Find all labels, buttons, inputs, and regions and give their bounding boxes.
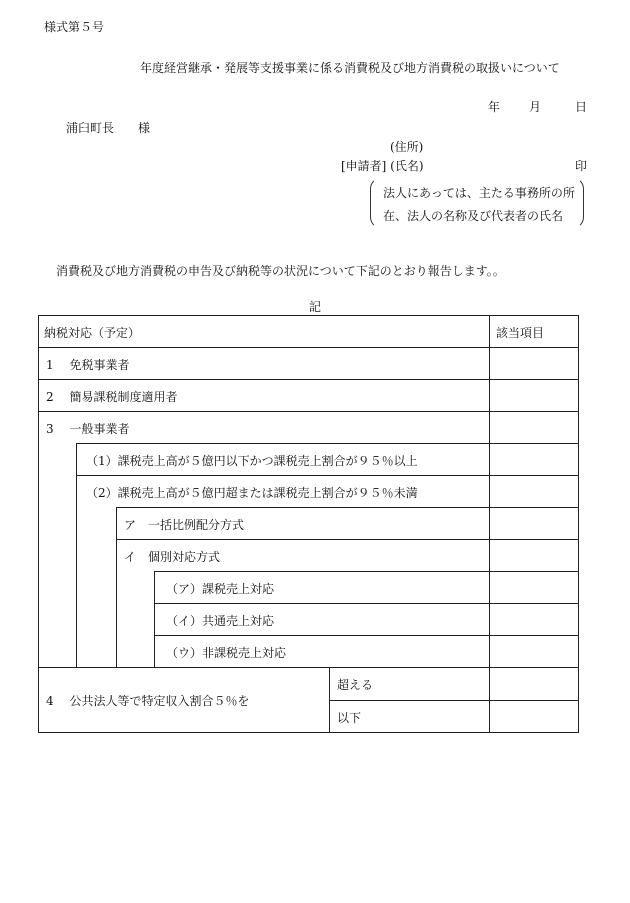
check-cell-row3-2-b-3[interactable] [490, 636, 578, 667]
col-header-response: 納税対応（予定） [44, 326, 141, 340]
row-simplified-taxation: 2 簡易課税制度適用者 [46, 390, 178, 404]
table-border-top [38, 315, 579, 316]
row-general-business: 3 一般事業者 [46, 422, 130, 436]
row-3-2-b-1: （ア）課税売上対応 [166, 582, 275, 596]
check-cell-row2[interactable] [490, 380, 578, 411]
row-public-corporation: 4 公共法人等で特定収入割合５％を [46, 694, 250, 708]
report-table [38, 315, 579, 733]
document-title: 年度経営継承・発展等支援事業に係る消費税及び地方消費税の取扱いについて [140, 61, 560, 75]
note-line-2: 在、法人の名称及び代表者の氏名 [383, 209, 564, 223]
ki-heading: 記 [309, 300, 322, 314]
date-month: 月 [529, 100, 542, 114]
check-cell-row3-2-a[interactable] [490, 508, 578, 539]
row4-over: 超える [337, 678, 374, 692]
check-cell-row4-under[interactable] [490, 701, 578, 732]
check-cell-row3-2-b-2[interactable] [490, 604, 578, 635]
form-number: 様式第５号 [44, 20, 105, 34]
row-3-1: （1）課税売上高が５億円以下かつ課税売上割合が９５％以上 [86, 454, 418, 468]
check-cell-row1[interactable] [490, 348, 578, 379]
indent-line-level1 [76, 443, 77, 667]
table-border-right [578, 315, 579, 733]
address-label: (住所) [390, 140, 424, 154]
addressee: 浦臼町長 様 [66, 121, 151, 135]
check-cell-row4-over[interactable] [490, 668, 578, 700]
row-divider [116, 539, 579, 540]
intro-text: 消費税及び地方消費税の申告及び納税等の状況について下記のとおり報告します。。 [56, 264, 505, 278]
indent-line-level3 [154, 571, 155, 667]
col-header-item: 該当項目 [496, 326, 545, 340]
applicant-name-label: [申請者] (氏名) [341, 159, 424, 173]
date-year: 年 [488, 100, 501, 114]
seal-mark: 印 [575, 159, 588, 173]
date-day: 日 [575, 100, 588, 114]
row-3-2-b-3: （ウ）非課税売上対応 [166, 646, 287, 660]
row4-split-line [329, 667, 330, 733]
row-divider [76, 475, 579, 476]
row-3-2-b: イ 個別対応方式 [124, 550, 221, 564]
check-cell-row3-1[interactable] [490, 444, 578, 475]
row4-under: 以下 [337, 711, 362, 725]
note-line-1: 法人にあっては、主たる事務所の所 [383, 186, 575, 200]
table-border-left [38, 315, 39, 733]
indent-line-level2 [116, 507, 117, 667]
row-tax-exempt: 1 免税事業者 [46, 358, 130, 372]
table-border-bottom [38, 732, 579, 733]
check-cell-row3-2-b-1[interactable] [490, 572, 578, 603]
row-3-2-b-2: （イ）共通売上対応 [166, 614, 275, 628]
row-3-2-a: ア 一括比例配分方式 [124, 518, 245, 532]
row-divider [38, 411, 579, 412]
row-3-2: （2）課税売上高が５億円超または課税売上割合が９５％未満 [86, 486, 418, 500]
